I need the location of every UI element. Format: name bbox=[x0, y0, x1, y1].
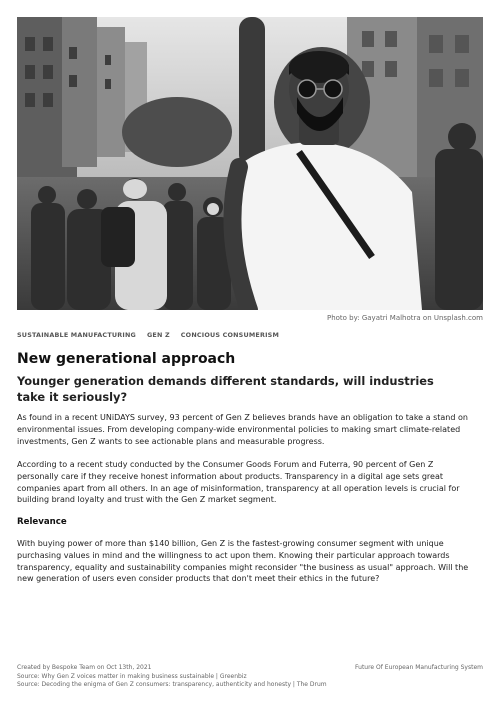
created-by-text: Created by Bespoke Team on Oct 13th, 2021 bbox=[17, 664, 152, 671]
relevance-heading: Relevance bbox=[17, 517, 67, 527]
article-subtitle: Younger generation demands different standards, will industries take it seriously? bbox=[17, 374, 434, 404]
protest-photo-illustration bbox=[17, 17, 483, 310]
article-title: New generational approach bbox=[17, 351, 236, 367]
source-link-the-drum[interactable]: Source: Decoding the enigma of Gen Z consumers: transparency, authenticity and honesty | The Drum bbox=[17, 681, 327, 689]
hero-photo bbox=[17, 17, 483, 310]
paragraph-3: With buying power of more than $140 billion, Gen Z is the fastest-growing consumer segment with unique purchasing values in mind and the willingness to act upon them. Knowing their particular approach towards transparency, equality and sustainability companies might reconsider "the business as usual" approach. Will the new generation of users even consider products that don't meet their ethics in the future? bbox=[17, 539, 469, 584]
topic-tags bbox=[17, 331, 279, 339]
paragraph-1: As found in a recent UNiDAYS survey, 93 percent of Gen Z believes brands have an obligation to take a stand on environmental issues. From developing company-wide environmental policies to making smart climate-related investments, Gen Z wants to see actionable plans and measurable progress. bbox=[17, 413, 468, 446]
tag-sustainable-manufacturing[interactable]: SUSTAINABLE MANUFACTURING bbox=[17, 331, 136, 339]
tag-gen-z[interactable]: GEN Z bbox=[146, 331, 170, 339]
tag-conscious-consumerism[interactable]: CONCIOUS CONSUMERISM bbox=[180, 331, 280, 339]
publication-label: Future Of European Manufacturing System bbox=[355, 664, 483, 671]
photo-credit: Photo by: Gayatri Malhotra on Unsplash.com bbox=[326, 314, 483, 322]
paragraph-2: According to a recent study conducted by the Consumer Goods Forum and Futerra, 90 percent of Gen Z personally care if they receive honest information about products. Transparency in a digital age sets great companies apart from all others. In an age of misinformation, transparency at all operation levels is crucial for building brand loyalty and trust with the Gen Z market segment. bbox=[17, 460, 460, 505]
source-link-greenbiz[interactable]: Source: Why Gen Z voices matter in making business sustainable | Greenbiz bbox=[17, 672, 247, 680]
